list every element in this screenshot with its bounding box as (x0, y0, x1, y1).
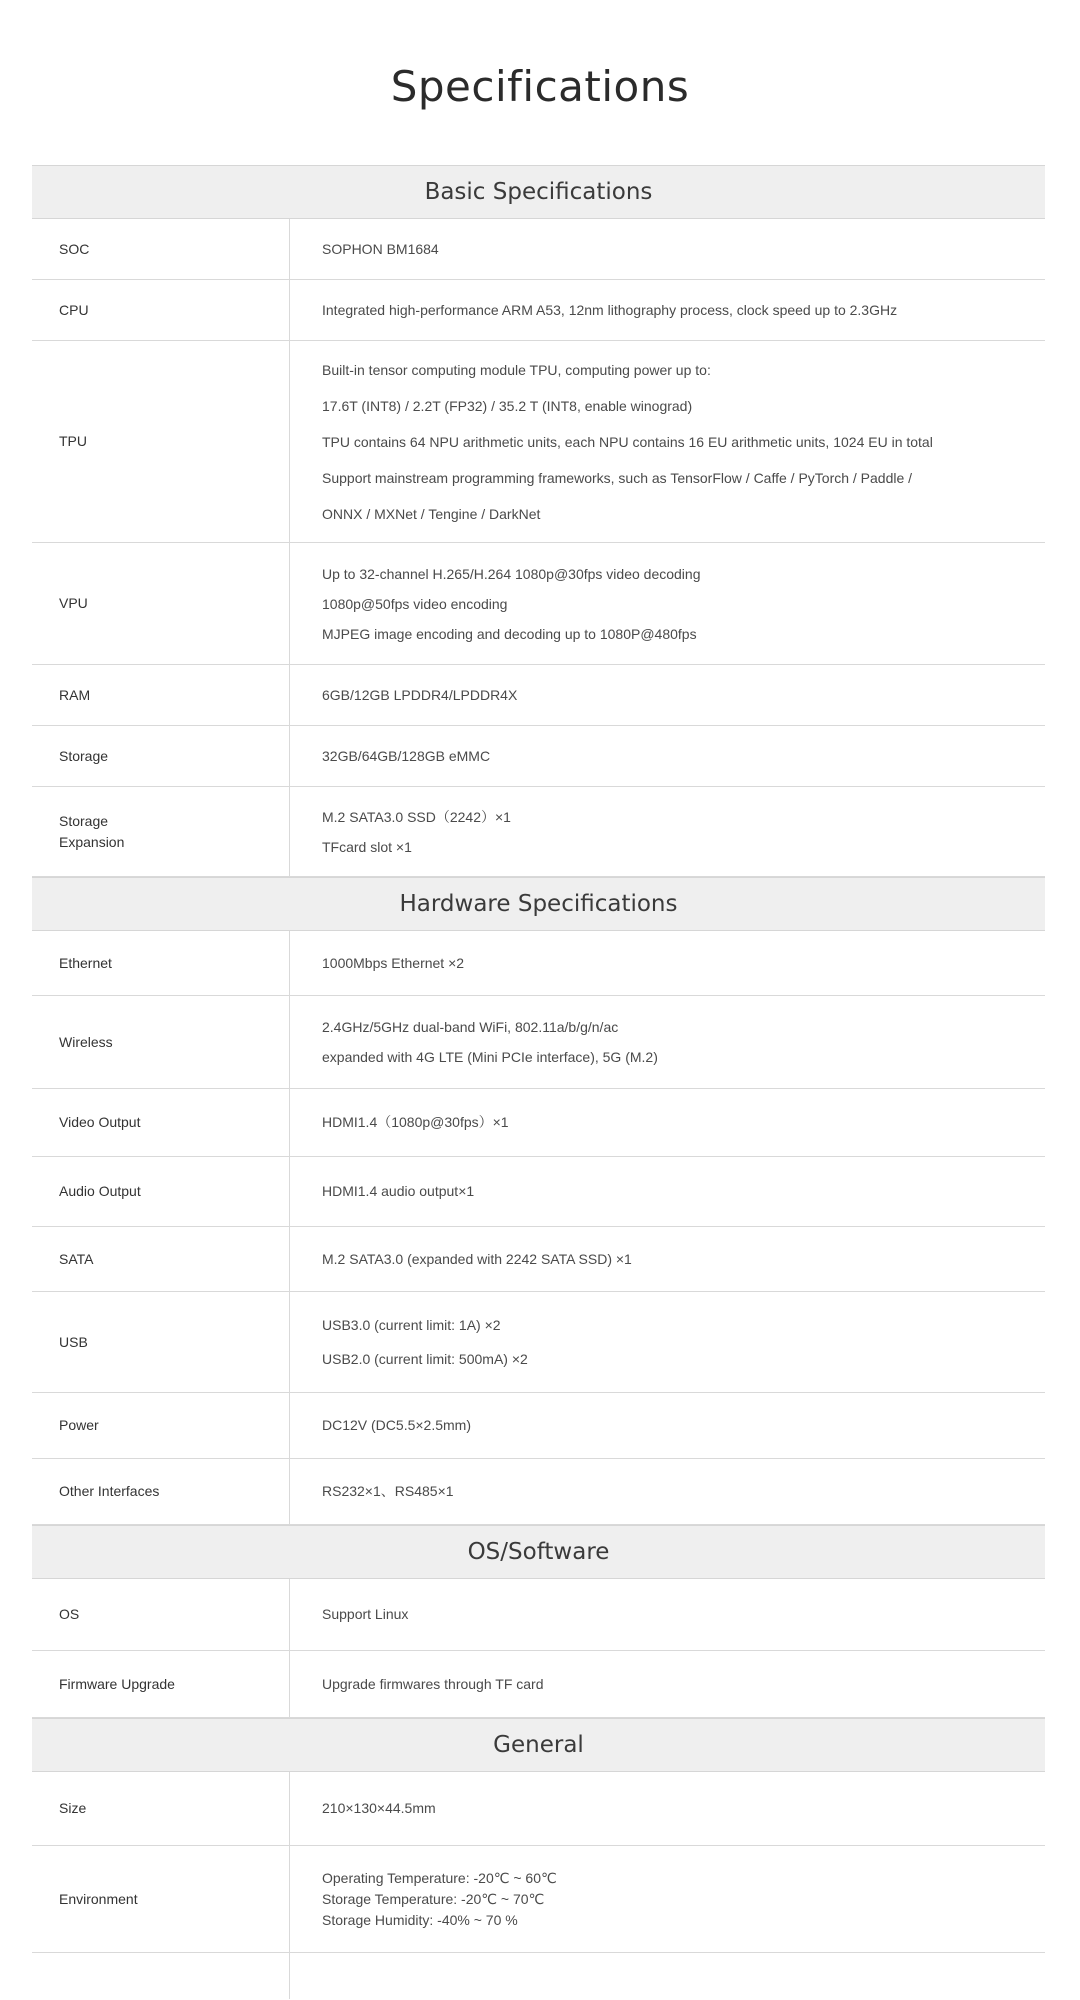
spec-value-line: Support Linux (322, 1606, 409, 1622)
section-header: OS/Software (32, 1525, 1045, 1579)
spec-value (290, 1227, 1045, 1291)
spec-label: CPU (32, 280, 290, 340)
spec-value-line: Upgrade firmwares through TF card (322, 1675, 544, 1692)
specifications-table (32, 165, 1045, 1999)
spec-value-line: MJPEG image encoding and decoding up to 1080P@480fps (322, 625, 697, 642)
spec-row (32, 219, 1045, 280)
spec-value-line: 17.6T (INT8) / 2.2T (FP32) / 35.2 T (INT8, enable winograd) (322, 397, 693, 414)
spec-value-line: TFcard slot ×1 (322, 838, 412, 855)
spec-label: Storage Expansion (32, 787, 290, 876)
spec-value (290, 1459, 1045, 1524)
spec-label: Video Output (32, 1089, 290, 1156)
spec-value-line: Up to 32-channel H.265/H.264 1080p@30fps video decoding (322, 565, 701, 582)
spec-value (290, 1157, 1045, 1226)
spec-value-line: USB3.0 (current limit: 1A) ×2 (322, 1317, 501, 1333)
spec-value (290, 1651, 1045, 1717)
spec-value-line: 6GB/12GB LPDDR4/LPDDR4X (322, 686, 518, 703)
spec-value-line: 210×130×44.5mm (322, 1800, 436, 1816)
spec-value (290, 1772, 1045, 1845)
spec-value-line: expanded with 4G LTE (Mini PCIe interface), 5G (M.2) (322, 1049, 658, 1065)
spec-value-line: SOPHON BM1684 (322, 240, 439, 257)
spec-value-line: HDMI1.4（1080p@30fps）×1 (322, 1114, 509, 1130)
spec-row (32, 665, 1045, 726)
spec-value (290, 1292, 1045, 1392)
spec-row (32, 787, 1045, 877)
spec-value-line: TPU contains 64 NPU arithmetic units, each NPU contains 16 EU arithmetic units, 1024 EU in total (322, 433, 933, 450)
spec-row (32, 1227, 1045, 1292)
section-header: Basic Specifications (32, 165, 1045, 219)
spec-row (32, 1846, 1045, 1953)
spec-label: SATA (32, 1227, 290, 1291)
spec-row (32, 1651, 1045, 1718)
spec-row-empty (32, 1953, 1045, 1999)
spec-value (290, 931, 1045, 995)
spec-value (290, 543, 1045, 664)
spec-value-line: USB2.0 (current limit: 500mA) ×2 (322, 1351, 528, 1367)
section-header: General (32, 1718, 1045, 1772)
spec-label: Power (32, 1393, 290, 1458)
spec-value (290, 1393, 1045, 1458)
spec-value-line: RS232×1、RS485×1 (322, 1483, 454, 1499)
spec-row (32, 996, 1045, 1089)
spec-value-line: Storage Humidity: -40% ~ 70 % (322, 1911, 518, 1928)
spec-label: TPU (32, 341, 290, 542)
spec-value (290, 996, 1045, 1088)
spec-value-line: 2.4GHz/5GHz dual-band WiFi, 802.11a/b/g/n/ac (322, 1019, 619, 1035)
spec-value (290, 1953, 1045, 1999)
spec-value-line: M.2 SATA3.0 (expanded with 2242 SATA SSD) ×1 (322, 1250, 632, 1267)
spec-value (290, 341, 1045, 542)
spec-row (32, 1393, 1045, 1459)
spec-row (32, 543, 1045, 665)
spec-value-line: Integrated high-performance ARM A53, 12nm lithography process, clock speed up to 2.3GHz (322, 301, 898, 318)
spec-row (32, 1579, 1045, 1651)
spec-value-line: Storage Temperature: -20℃ ~ 70℃ (322, 1890, 545, 1907)
spec-value (290, 280, 1045, 340)
spec-value-line: 32GB/64GB/128GB eMMC (322, 747, 491, 764)
spec-row (32, 341, 1045, 543)
spec-row (32, 931, 1045, 996)
spec-label: RAM (32, 665, 290, 725)
spec-row (32, 1089, 1045, 1157)
spec-label: Ethernet (32, 931, 290, 995)
spec-label: VPU (32, 543, 290, 664)
spec-row (32, 1292, 1045, 1393)
spec-value-line: Built-in tensor computing module TPU, computing power up to: (322, 361, 711, 378)
spec-value-line: ONNX / MXNet / Tengine / DarkNet (322, 505, 541, 522)
spec-label (32, 1953, 290, 1999)
spec-label: USB (32, 1292, 290, 1392)
spec-value (290, 665, 1045, 725)
spec-label: Environment (32, 1846, 290, 1952)
spec-value (290, 219, 1045, 279)
spec-label: Firmware Upgrade (32, 1651, 290, 1717)
spec-value-line: Support mainstream programming frameworks, such as TensorFlow / Caffe / PyTorch / Paddle / (322, 469, 913, 486)
spec-label: OS (32, 1579, 290, 1650)
section-header: Hardware Specifications (32, 877, 1045, 931)
spec-label: Other Interfaces (32, 1459, 290, 1524)
spec-label: Audio Output (32, 1157, 290, 1226)
spec-label: SOC (32, 219, 290, 279)
spec-row (32, 1157, 1045, 1227)
spec-row (32, 726, 1045, 787)
spec-label: Size (32, 1772, 290, 1845)
spec-value (290, 1579, 1045, 1650)
spec-label: Storage (32, 726, 290, 786)
spec-label: Wireless (32, 996, 290, 1088)
spec-row (32, 1772, 1045, 1846)
page-title: Specifications (390, 62, 690, 111)
spec-value-line: Operating Temperature: -20℃ ~ 60℃ (322, 1869, 557, 1886)
spec-value (290, 1846, 1045, 1952)
spec-value (290, 1089, 1045, 1156)
spec-value (290, 726, 1045, 786)
spec-value-line: HDMI1.4 audio output×1 (322, 1183, 475, 1199)
spec-value (290, 787, 1045, 876)
spec-value-line: M.2 SATA3.0 SSD（2242）×1 (322, 808, 511, 825)
spec-row (32, 1459, 1045, 1525)
spec-row (32, 280, 1045, 341)
spec-value-line: DC12V (DC5.5×2.5mm) (322, 1417, 471, 1433)
spec-value-line: 1080p@50fps video encoding (322, 595, 508, 612)
spec-value-line: 1000Mbps Ethernet ×2 (322, 954, 465, 971)
